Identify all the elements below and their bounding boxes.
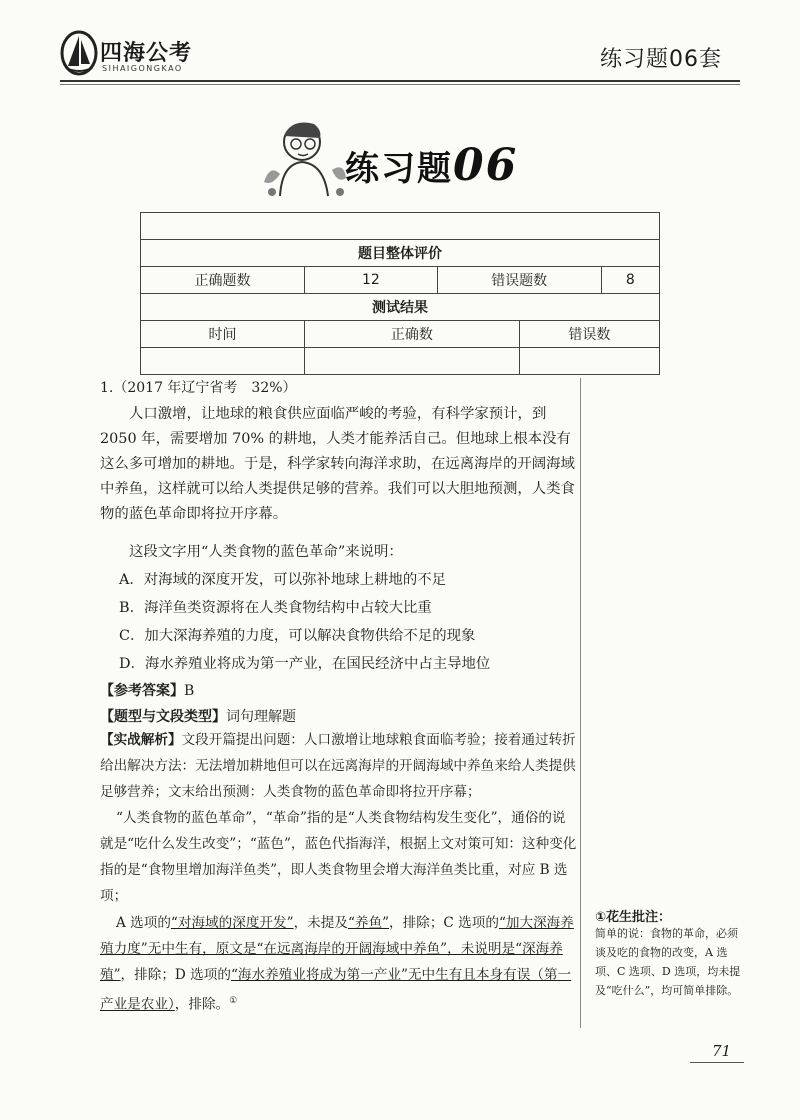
option-c[interactable]: C．加大深海养殖的力度，可以解决食物供给不足的现象 bbox=[119, 628, 476, 644]
analysis-3-quote-fish: “养鱼” bbox=[347, 915, 390, 931]
analysis-3-text: ，排除。 bbox=[174, 996, 230, 1013]
table-row bbox=[141, 348, 660, 375]
exercise-title-number: 06 bbox=[453, 140, 519, 191]
side-note-title: ①花生批注： bbox=[595, 910, 672, 925]
correct-number-cell[interactable] bbox=[305, 348, 520, 375]
reference-answer-label: 【参考答案】 bbox=[100, 683, 184, 699]
header-divider-thin bbox=[60, 84, 740, 85]
test-result-heading: 测试结果 bbox=[141, 294, 660, 321]
analysis-label: 【实战解析】 bbox=[100, 732, 182, 748]
question-type-label: 【题型与文段类型】 bbox=[100, 709, 226, 725]
side-note-body: 简单的说：食物的革命，必须谈及吃的食物的改变，A 选项、C 选项、D 选项，均未提及“吃什么”，均可简单排除。 bbox=[595, 927, 741, 997]
option-d[interactable]: D．海水养殖业将成为第一产业，在国民经济中占主导地位 bbox=[119, 656, 491, 672]
analysis-3-quote-d: “海水养殖业将成为第一产业”无中生有且本身有误（第一产业是农业） bbox=[100, 967, 572, 1013]
page-number-underline bbox=[690, 1062, 744, 1063]
time-label: 时间 bbox=[141, 321, 305, 348]
table-row bbox=[141, 321, 660, 348]
table-row bbox=[141, 294, 660, 321]
exercise-title bbox=[345, 140, 518, 191]
wrong-number-cell[interactable] bbox=[519, 348, 659, 375]
wrong-count-label: 错误题数 bbox=[437, 267, 601, 294]
publisher-logo bbox=[60, 30, 210, 80]
analysis-3-quote-c: “加大深海养殖力度”无中生有，原文是“在远离海岸的开阔海域中养鱼”，未说明是“深海养殖” bbox=[100, 915, 574, 983]
analysis-3-quote-a: “对海域的深度开发” bbox=[170, 915, 294, 931]
analysis-3-text: ，排除；C 选项的 bbox=[389, 915, 499, 931]
reference-answer bbox=[100, 680, 194, 700]
option-a[interactable]: A．对海域的深度开发，可以弥补地球上耕地的不足 bbox=[119, 572, 446, 588]
exercise-title-text: 练习题 bbox=[345, 149, 453, 189]
analysis-paragraph-1 bbox=[100, 727, 578, 805]
margin-divider bbox=[580, 378, 581, 1028]
question-stem: 这段文字用“人类食物的蓝色革命”来说明： bbox=[129, 544, 403, 560]
footnote-marker[interactable]: ① bbox=[229, 996, 238, 1006]
analysis-paragraph-3 bbox=[100, 910, 578, 1018]
correct-count-label: 正确题数 bbox=[141, 267, 305, 294]
table-row bbox=[141, 267, 660, 294]
question-type-value: 词句理解题 bbox=[226, 709, 296, 725]
question-passage: 人口激增，让地球的粮食供应面临严峻的考验，有科学家预计，到 2050 年，需要增加 70% 的耕地，人类才能养活自己。但地球上根本没有这么多可增加的耕地。于是，科学家转向海洋求助，在远离海岸的开阔海域中养鱼，这样就可以给人类提供足够的营养。我们可以大胆地预测，人类食物的蓝色革命即将拉开序幕。 bbox=[100, 406, 575, 522]
analysis-3-text: ，排除；D 选项的 bbox=[120, 967, 231, 983]
mascot-illustration-icon bbox=[262, 112, 348, 198]
table-row bbox=[141, 240, 660, 267]
analysis-paragraph-2: “人类食物的蓝色革命”，“革命”指的是“人类食物结构发生变化”，通俗的说就是“吃什么发生改变”；“蓝色”，蓝色代指海洋，根据上文对策可知：这种变化指的是“食物里增加海洋鱼类”，即人类食物里会增大海洋鱼类比重，对应 B 选项； bbox=[100, 810, 577, 904]
reference-answer-value: B bbox=[184, 683, 195, 699]
wrong-number-label: 错误数 bbox=[519, 321, 659, 348]
sail-logo-icon bbox=[60, 30, 98, 76]
correct-count-value[interactable]: 12 bbox=[305, 267, 438, 294]
wrong-count-value[interactable]: 8 bbox=[601, 267, 659, 294]
question-number: 1.（2017 年辽宁省考 32%） bbox=[100, 380, 297, 396]
analysis-3-text: A 选项的 bbox=[116, 915, 171, 931]
analysis-text-1: 文段开篇提出问题：人口激增让地球粮食面临考验；接着通过转折给出解决方法：无法增加耕地但可以在远离海岸的开阔海域中养鱼来给人类提供足够营养；文末给出预测：人类食物的蓝色革命即将拉开序幕； bbox=[100, 732, 576, 800]
exercise-set-label: 练习题06套 bbox=[600, 47, 722, 72]
correct-number-label: 正确数 bbox=[305, 321, 520, 348]
page-number: 71 bbox=[712, 1042, 732, 1060]
time-value-cell[interactable] bbox=[141, 348, 305, 375]
overall-evaluation-heading: 题目整体评价 bbox=[141, 240, 660, 267]
question-type bbox=[100, 706, 296, 726]
analysis-3-text: ，未提及 bbox=[293, 915, 348, 931]
brand-name: 四海公考 bbox=[100, 41, 193, 66]
table-cell-blank[interactable] bbox=[141, 213, 660, 240]
table-row bbox=[141, 213, 660, 240]
option-b[interactable]: B．海洋鱼类资源将在人类食物结构中占较大比重 bbox=[119, 600, 432, 616]
evaluation-table bbox=[140, 212, 660, 375]
brand-subtitle: SIHAIGONGKAO bbox=[102, 64, 183, 73]
header-divider bbox=[60, 80, 740, 82]
